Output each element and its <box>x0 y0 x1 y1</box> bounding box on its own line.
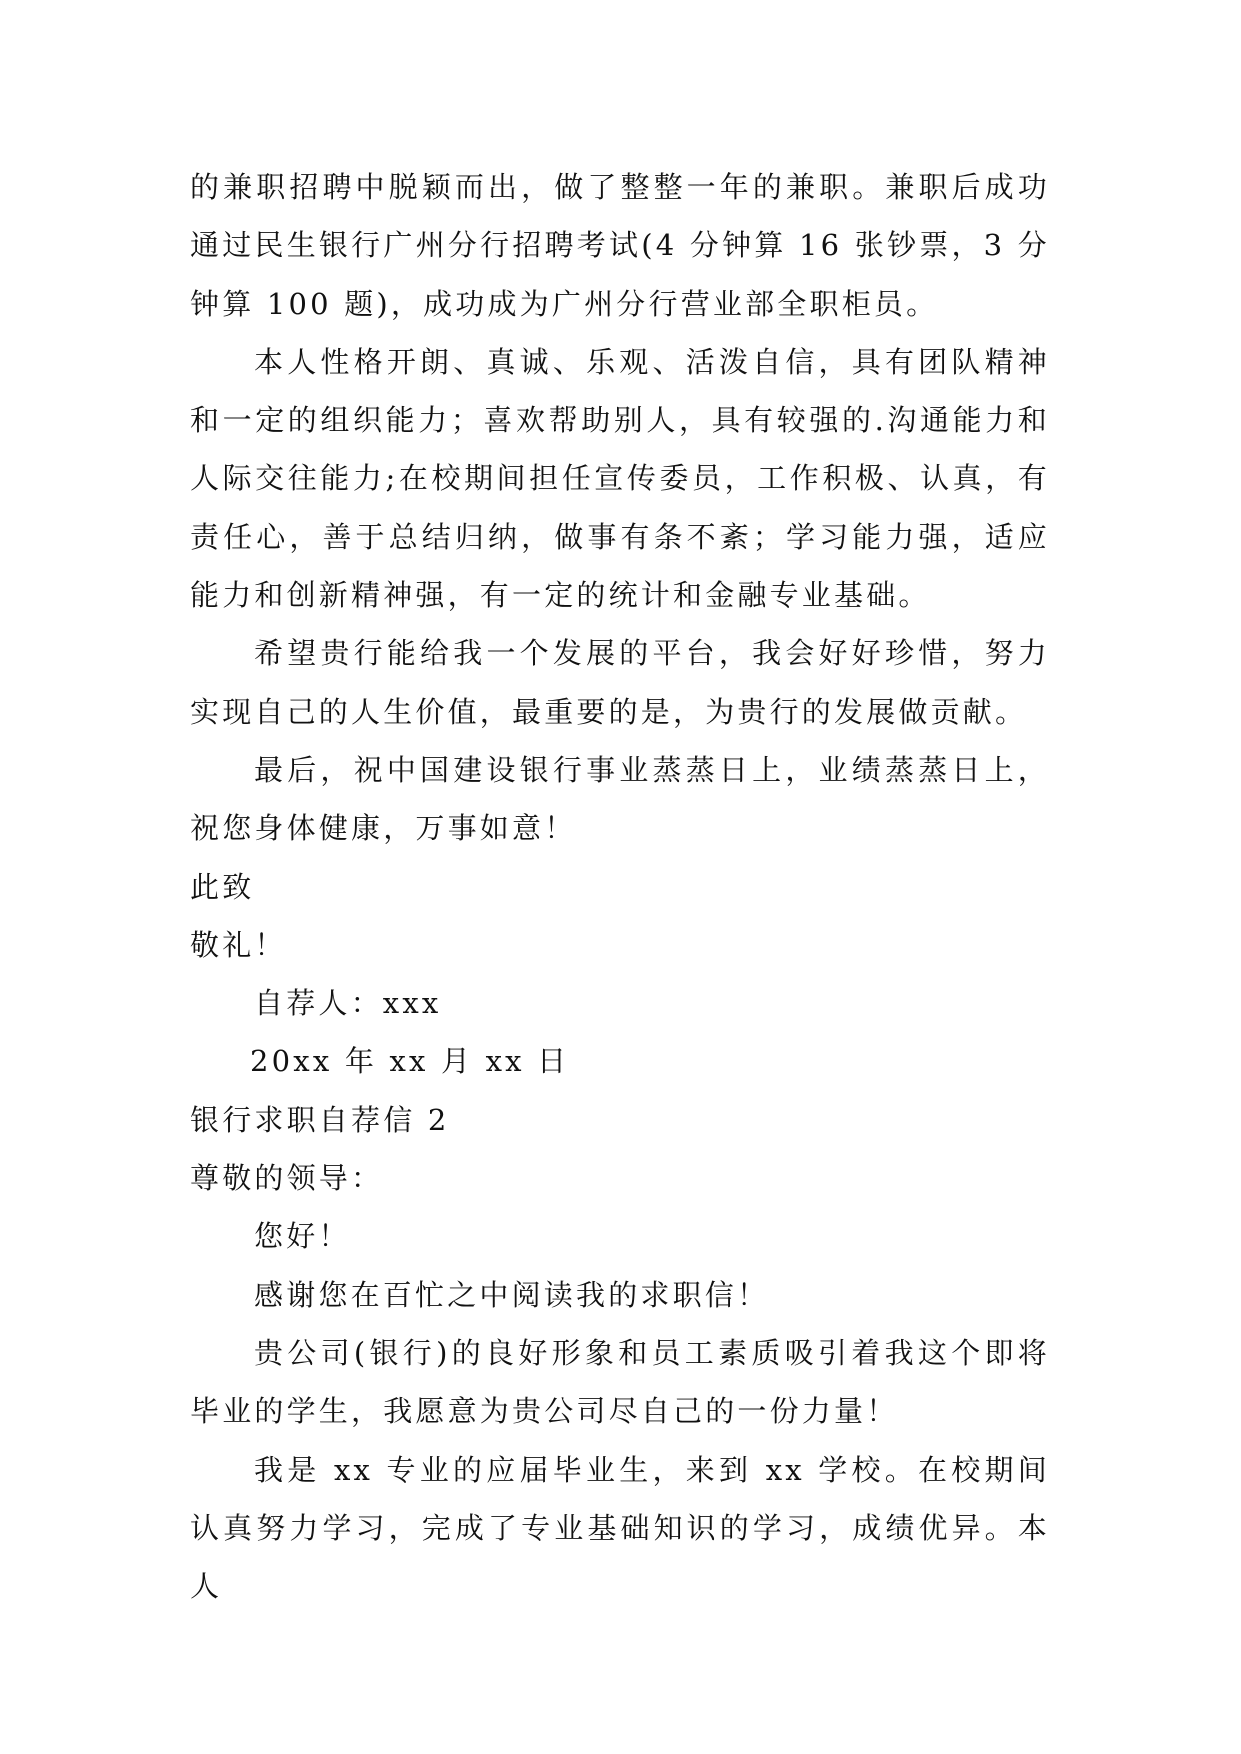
paragraph-parttime-job: 的兼职招聘中脱颖而出，做了整整一年的兼职。兼职后成功通过民生银行广州分行招聘考试(4 分钟算 16 张钞票，3 分钟算 100 题)，成功成为广州分行营业部全职柜员。 <box>190 170 1050 321</box>
greeting-line: 您好！ <box>254 1219 351 1254</box>
paragraph-major: 我是 xx 专业的应届毕业生，来到 xx 学校。在校期间认真努力学习，完成了专业基础知识的学习，成绩优异。本人 <box>190 1452 1050 1604</box>
closing-line-1: 此致 <box>190 869 255 904</box>
date-line: 20xx 年 xx 月 xx 日 <box>250 1044 570 1079</box>
document-body <box>190 158 1050 1615</box>
thanks-line: 感谢您在百忙之中阅读我的求职信！ <box>254 1277 770 1312</box>
paragraph-personality: 本人性格开朗、真诚、乐观、活泼自信，具有团队精神和一定的组织能力；喜欢帮助别人，具有较强的.沟通能力和人际交往能力;在校期间担任宣传委员，工作积极、认真，有责任心，善于总结归纳，做事有条不紊；学习能力强，适应能力和创新精神强，有一定的统计和金融专业基础。 <box>190 344 1050 613</box>
signer-line: 自荐人：xxx <box>254 986 442 1021</box>
paragraph-company: 贵公司(银行)的良好形象和员工素质吸引着我这个即将毕业的学生，我愿意为贵公司尽自己的一份力量！ <box>190 1335 1050 1429</box>
paragraph-wishes: 最后，祝中国建设银行事业蒸蒸日上，业绩蒸蒸日上，祝您身体健康，万事如意！ <box>190 752 1050 846</box>
closing-line-2: 敬礼！ <box>190 927 287 962</box>
paragraph-hope: 希望贵行能给我一个发展的平台，我会好好珍惜，努力实现自己的人生价值，最重要的是，为贵行的发展做贡献。 <box>190 636 1050 729</box>
letter-2-title: 银行求职自荐信 2 <box>190 1102 450 1137</box>
salutation-line: 尊敬的领导： <box>190 1161 384 1196</box>
